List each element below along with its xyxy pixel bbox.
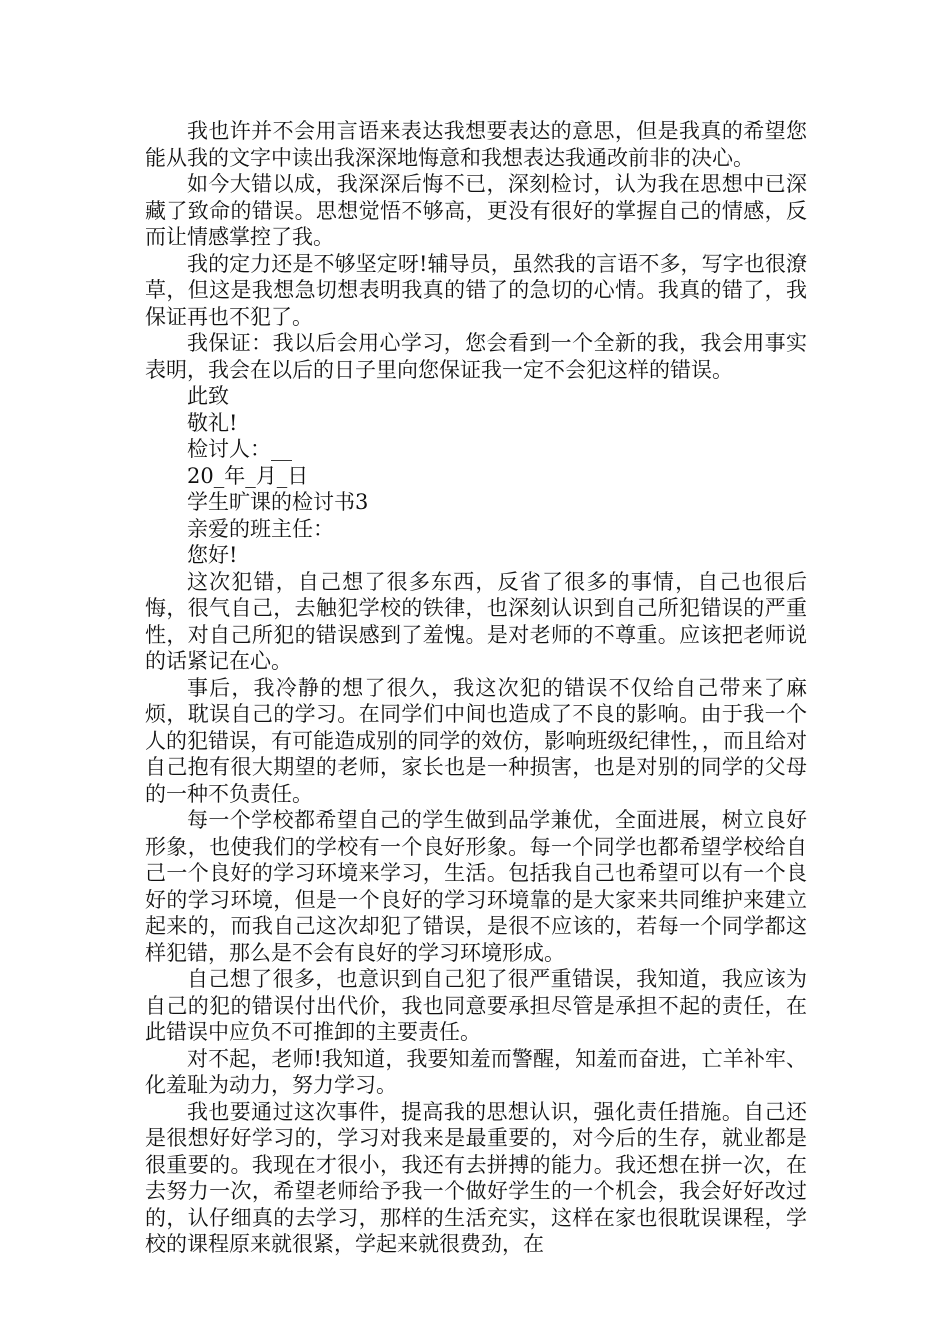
closing-salutation: 此致	[187, 384, 229, 408]
paragraph: 我也要通过这次事件，提高我的思想认识，强化责任措施。自己还是很想好好学习的，学习对我来是最重要的，对今后的生存，就业都是很重要的。我现在才很小，我还有去拼搏的能力。我还想在拼一次，在去努力一次，希望老师给予我一个做好学生的一个机会，我会好好改过的，认仔细真的去学习，那样的生活充实，这样在家也很耽误课程，学校的课程原来就很紧，学起来就很费劲，在	[145, 1099, 807, 1256]
paragraph: 如今大错以成，我深深后悔不已，深刻检讨，认为我在思想中已深藏了致命的错误。思想觉悟不够高，更没有很好的掌握自己的情感，反而让情感掌控了我。	[145, 172, 807, 249]
document-page	[145, 118, 807, 1258]
letter-greeting: 您好!	[187, 543, 238, 567]
paragraph: 对不起，老师!我知道，我要知羞而警醒，知羞而奋进，亡羊补牢、化羞耻为动力，努力学习。	[145, 1046, 807, 1097]
section-title: 学生旷课的检讨书3	[187, 490, 369, 514]
paragraph: 我保证：我以后会用心学习，您会看到一个全新的我，我会用事实表明，我会在以后的日子里向您保证我一定不会犯这样的错误。	[145, 331, 807, 382]
date-line: 20_年_月_日	[187, 463, 309, 488]
paragraph: 事后，我冷静的想了很久，我这次犯的错误不仅给自己带来了麻烦，耽误自己的学习。在同学们中间也造成了不良的影响。由于我一个人的犯错误，有可能造成别的同学的效仿，影响班级纪律性，，而且给对自己抱有很大期望的老师，家长也是一种损害，也是对别的同学的父母的一种不负责任。	[145, 675, 807, 806]
paragraph: 我的定力还是不够坚定呀!辅导员，虽然我的言语不多，写字也很潦草，但这是我想急切想表明我真的错了的急切的心情。我真的错了，我保证再也不犯了。	[145, 251, 807, 329]
paragraph: 每一个学校都希望自己的学生做到品学兼优，全面进展，树立良好形象，也使我们的学校有一个良好形象。每一个同学也都希望学校给自己一个良好的学习环境来学习，生活。包括我自己也希望可以有一个良好的学习环境，但是一个良好的学习环境靠的是大家来共同维护来建立起来的，而我自己这次却犯了错误，是很不应该的，若每一个同学都这样犯错，那么是不会有良好的学习环境形成。	[145, 808, 807, 965]
paragraph: 我也许并不会用言语来表达我想要表达的意思，但是我真的希望您能从我的文字中读出我深深地悔意和我想表达我通改前非的决心。	[145, 119, 807, 170]
letter-addressee: 亲爱的班主任：	[187, 516, 334, 541]
closing-regards: 敬礼!	[187, 410, 238, 435]
paragraph: 自己想了很多，也意识到自己犯了很严重错误，我知道，我应该为自己的犯的错误付出代价，我也同意要承担尽管是承担不起的责任，在此错误中应负不可推卸的主要责任。	[145, 967, 807, 1044]
signature-line: 检讨人：__	[187, 437, 292, 461]
paragraph: 这次犯错，自己想了很多东西，反省了很多的事情，自己也很后悔，很气自己，去触犯学校的铁律，也深刻认识到自己所犯错误的严重性，对自己所犯的错误感到了羞愧。是对老师的不尊重。应该把老师说的话紧记在心。	[145, 569, 807, 673]
